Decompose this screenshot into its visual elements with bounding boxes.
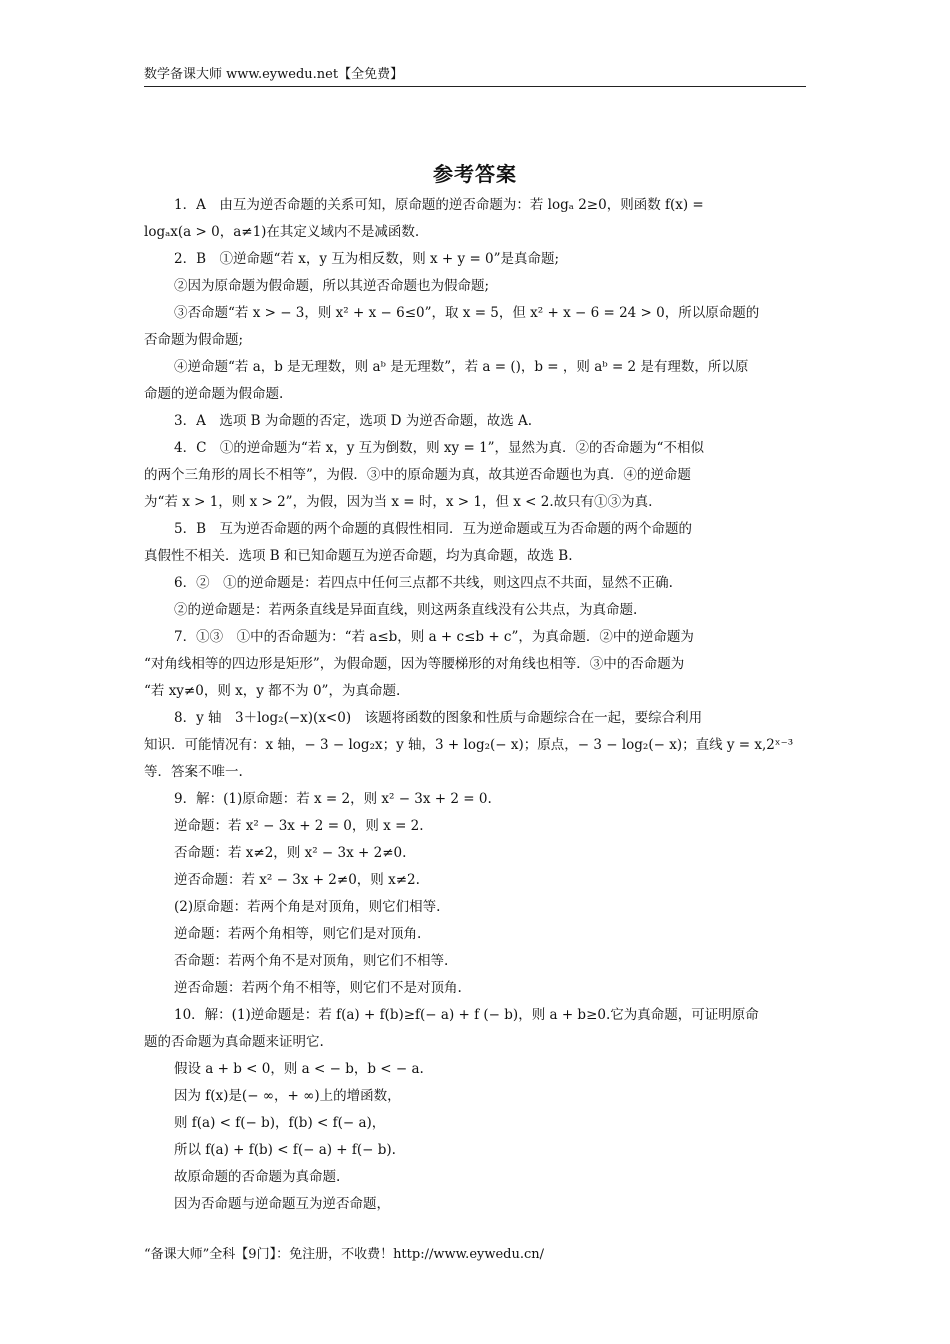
page-header <box>144 66 806 84</box>
footer-text: “备课大师”全科【9门】：免注册，不收费！http://www.eywedu.cn/ <box>144 1247 545 1262</box>
answer-line: 则 f(a) < f(− b)，f(b) < f(− a)， <box>174 1115 386 1131</box>
answer-line: ④逆命题“若 a，b 是无理数，则 aᵇ 是无理数”，若 a = ()，b = ，则 aᵇ = 2 是有理数，所以原 <box>174 359 749 375</box>
answer-line: 知识．可能情况有：x 轴，− 3 − log₂x；y 轴，3 + log₂(− x)；原点，− 3 − log₂(− x)；直线 y = x,2ˣ⁻³ <box>144 737 794 753</box>
answer-line: 8．y 轴 3＋log₂(−x)(x<0) 该题将函数的图象和性质与命题综合在一起，要综合利用 <box>174 710 703 726</box>
answer-line: 逆否命题：若 x² − 3x + 2≠0，则 x≠2. <box>174 872 420 888</box>
answer-line: 3．A 选项 B 为命题的否定，选项 D 为逆否命题，故选 A. <box>174 413 533 429</box>
answer-line: logₐx(a > 0，a≠1)在其定义域内不是减函数. <box>144 224 420 240</box>
answer-line: 因为 f(x)是(− ∞，+ ∞)上的增函数， <box>174 1088 401 1104</box>
answer-line: 否命题：若两个角不是对顶角，则它们不相等. <box>174 953 449 969</box>
header-text: 数学备课大师 www.eywedu.net【全免费】 <box>144 67 404 82</box>
answer-line: 真假性不相关．选项 B 和已知命题互为逆否命题，均为真命题，故选 B. <box>144 548 573 564</box>
answer-line: 10．解：(1)逆命题是：若 f(a) + f(b)≥f(− a) + f (− b)，则 a + b≥0.它为真命题，可证明原命 <box>174 1007 759 1023</box>
answer-line: 9．解：(1)原命题：若 x = 2，则 x² − 3x + 2 = 0. <box>174 791 492 807</box>
answer-line: 否命题：若 x≠2，则 x² − 3x + 2≠0. <box>174 845 407 861</box>
answer-line: 5．B 互为逆否命题的两个命题的真假性相同．互为逆命题或互为否命题的两个命题的 <box>174 521 693 537</box>
answer-line: (2)原命题：若两个角是对顶角，则它们相等. <box>174 899 441 915</box>
answer-line: 因为否命题与逆命题互为逆否命题， <box>174 1196 390 1212</box>
answer-line: 否命题为假命题; <box>144 332 244 348</box>
page-footer <box>144 1246 806 1264</box>
answer-line: ②的逆命题是：若两条直线是异面直线，则这两条直线没有公共点，为真命题. <box>174 602 638 618</box>
answer-line: 所以 f(a) + f(b) < f(− a) + f(− b). <box>174 1142 396 1158</box>
answer-line: 的两个三角形的周长不相等”，为假．③中的原命题为真，故其逆否命题也为真．④的逆命题 <box>144 467 691 483</box>
answer-line: 6．② ①的逆命题是：若四点中任何三点都不共线，则这四点不共面，显然不正确. <box>174 575 673 591</box>
answer-line: 4．C ①的逆命题为“若 x，y 互为倒数，则 xy = 1”，显然为真．②的否命题为“不相似 <box>174 440 704 456</box>
answer-line: 逆否命题：若两个角不相等，则它们不是对顶角. <box>174 980 462 996</box>
answer-line: 逆命题：若两个角相等，则它们是对顶角. <box>174 926 422 942</box>
answer-line: 7．①③ ①中的否命题为：“若 a≤b，则 a + c≤b + c”，为真命题．②中的逆命题为 <box>174 629 694 645</box>
answer-line: 题的否命题为真命题来证明它. <box>144 1034 324 1050</box>
answer-line: 逆命题：若 x² − 3x + 2 = 0，则 x = 2. <box>174 818 424 834</box>
answer-line: 等．答案不唯一. <box>144 764 243 780</box>
answer-line: 假设 a + b < 0，则 a < − b，b < − a. <box>174 1061 424 1077</box>
answer-line: 为“若 x > 1，则 x > 2”，为假，因为当 x = 时，x > 1，但 x < 2.故只有①③为真. <box>144 494 653 510</box>
answer-line: ②因为原命题为假命题，所以其逆否命题也为假命题; <box>174 278 490 294</box>
header-divider <box>144 86 806 87</box>
answer-line: 2．B ①逆命题“若 x，y 互为相反数，则 x + y = 0”是真命题; <box>174 251 560 267</box>
answer-line: “对角线相等的四边形是矩形”，为假命题，因为等腰梯形的对角线也相等．③中的否命题为 <box>144 656 685 672</box>
answer-line: 故原命题的否命题为真命题. <box>174 1169 341 1185</box>
answer-line: 1．A 由互为逆否命题的关系可知，原命题的逆否命题为：若 logₐ 2≥0，则函数 f(x) = <box>174 197 704 213</box>
answer-line: 命题的逆命题为假命题. <box>144 386 284 402</box>
answer-line: ③否命题“若 x > − 3，则 x² + x − 6≤0”，取 x = 5，但 x² + x − 6 = 24 > 0，所以原命题的 <box>174 305 760 321</box>
answer-content <box>144 192 806 1218</box>
answer-line: “若 xy≠0，则 x，y 都不为 0”，为真命题. <box>144 683 401 699</box>
page-title: 参考答案 <box>433 162 517 186</box>
